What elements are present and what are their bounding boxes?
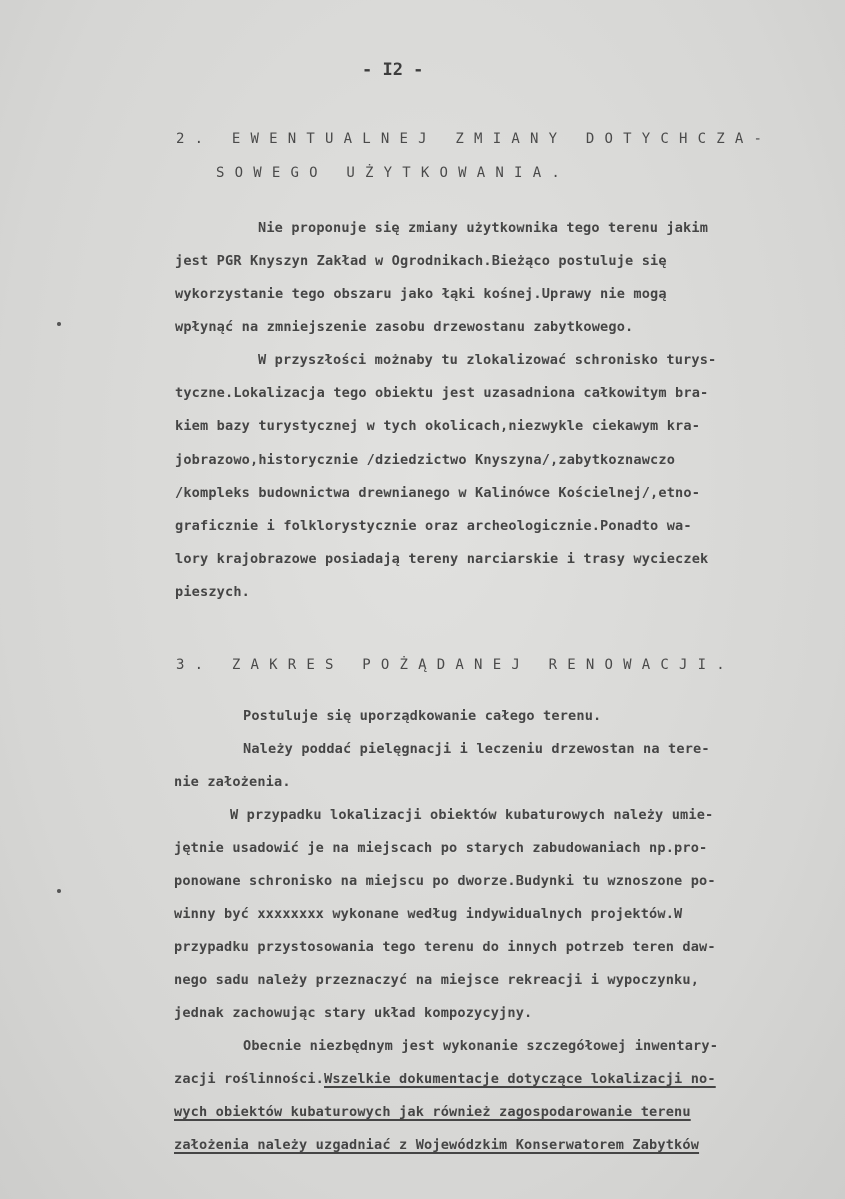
paragraph-line-mixed [174, 1071, 716, 1087]
paragraph-line: Należy poddać pielęgnacji i leczeniu drzewostan na tere- [243, 741, 710, 757]
section2-heading-line2: SOWEGO UŻYTKOWANIA. [216, 165, 570, 181]
paragraph-line: nie założenia. [174, 774, 291, 790]
paragraph-line: graficznie i folklorystycznie oraz archeologicznie.Ponadto wa- [175, 518, 692, 534]
underlined-line: wych obiektów kubaturowych jak również zagospodarowanie terenu [174, 1104, 691, 1120]
margin-mark [57, 889, 61, 893]
paragraph-line: ponowane schronisko na miejscu po dworze.Budynki tu wznoszone po- [174, 873, 716, 889]
paragraph-line: wykorzystanie tego obszaru jako łąki kośnej.Uprawy nie mogą [175, 286, 667, 302]
paragraph-line: pieszych. [175, 584, 251, 600]
paragraph-line: W przypadku lokalizacji obiektów kubaturowych należy umie- [230, 807, 714, 823]
paragraph-line: lory krajobrazowe posiadają tereny narciarskie i trasy wycieczek [175, 551, 709, 567]
plain-text: zacji roślinności. [174, 1071, 325, 1087]
underlined-text: Wszelkie dokumentacje dotyczące lokalizacji no- [324, 1071, 716, 1087]
paragraph-line: przypadku przystosowania tego terenu do innych potrzeb teren daw- [174, 939, 716, 955]
paragraph-line: jednak zachowując stary układ kompozycyjny. [174, 1005, 533, 1021]
paragraph-line: wpłynąć na zmniejszenie zasobu drzewostanu zabytkowego. [175, 319, 634, 335]
paragraph-line: /kompleks budownictwa drewnianego w Kalinówce Kościelnej/,etno- [175, 485, 701, 501]
section2-heading-line1: 2. EWENTUALNEJ ZMIANY DOTYCHCZA- [176, 131, 773, 147]
underlined-line: założenia należy uzgadniać z Wojewódzkim Konserwatorem Zabytków [174, 1137, 700, 1153]
paragraph-line: W przyszłości możnaby tu zlokalizować schronisko turys- [258, 352, 717, 368]
paragraph-line: jobrazowo,historycznie /dziedzictwo Knyszyna/,zabytkoznawczo [175, 452, 676, 468]
paragraph-line: Nie proponuje się zmiany użytkownika tego terenu jakim [258, 220, 709, 236]
paragraph-line: Obecnie niezbędnym jest wykonanie szczegółowej inwentary- [243, 1038, 719, 1054]
paragraph-line: jest PGR Knyszyn Zakład w Ogrodnikach.Bieżąco postuluje się [175, 253, 667, 269]
section3-heading: 3. ZAKRES POŻĄDANEJ RENOWACJI. [176, 657, 735, 673]
paragraph-line: winny być xxxxxxxx wykonane według indywidualnych projektów.W [174, 906, 683, 922]
margin-mark [57, 322, 61, 326]
paragraph-line: tyczne.Lokalizacja tego obiektu jest uzasadniona całkowitym bra- [175, 385, 709, 401]
page-number: - I2 - [362, 60, 424, 80]
paragraph-line: kiem bazy turystycznej w tych okolicach,niezwykle ciekawym kra- [175, 418, 701, 434]
paragraph-line: nego sadu należy przeznaczyć na miejsce rekreacji i wypoczynku, [174, 972, 700, 988]
paragraph-line: jętnie usadowić je na miejscach po starych zabudowaniach np.pro- [174, 840, 708, 856]
paragraph-line: Postuluje się uporządkowanie całego terenu. [243, 708, 602, 724]
